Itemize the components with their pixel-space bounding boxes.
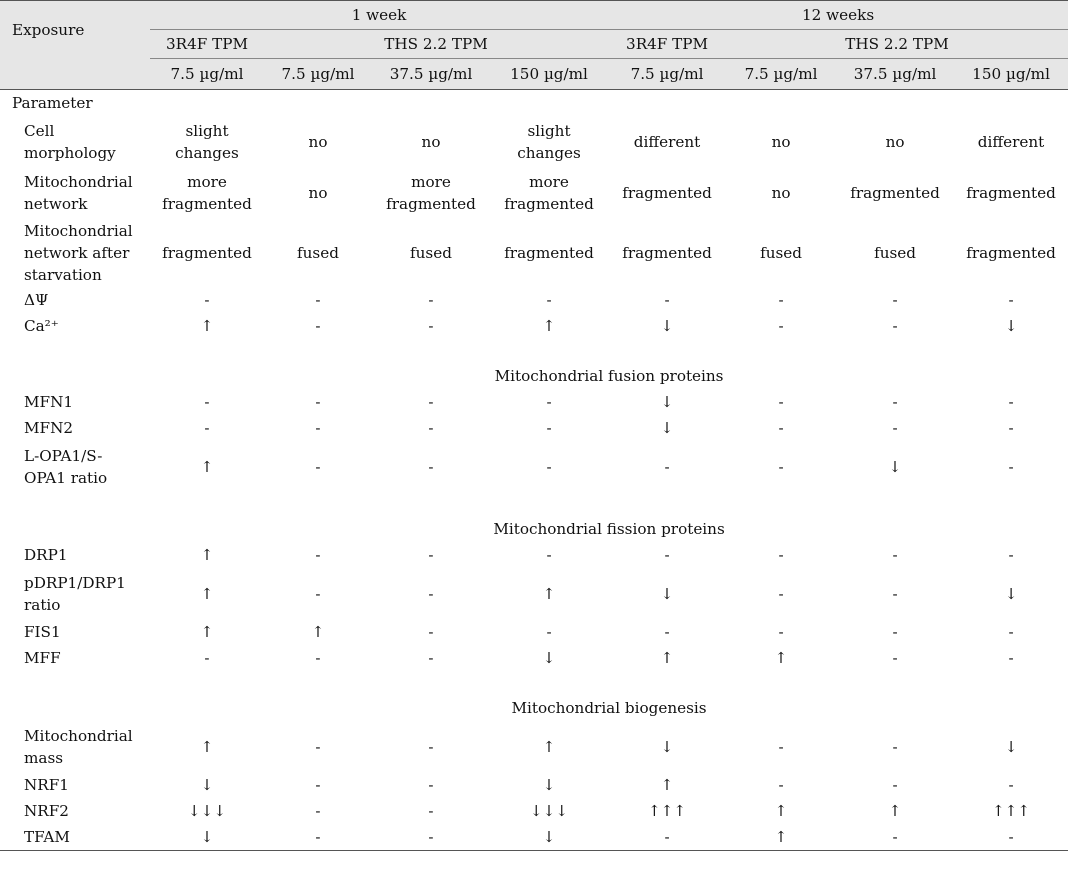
table-cell: - bbox=[778, 623, 784, 641]
table-cell: - bbox=[778, 393, 784, 411]
table-row bbox=[0, 441, 1068, 492]
table-cell: - bbox=[315, 317, 321, 335]
table-cell: - bbox=[892, 649, 898, 667]
section-title: Mitochondrial fusion proteins bbox=[494, 367, 724, 385]
table-row bbox=[0, 645, 1068, 671]
table-cell: - bbox=[778, 291, 784, 309]
table-cell: ↑ bbox=[726, 824, 836, 851]
table-header bbox=[0, 1, 1068, 90]
table-cell: - bbox=[315, 419, 321, 437]
table-cell: ↓ bbox=[150, 824, 264, 851]
table-cell: ↑ bbox=[200, 546, 214, 564]
table-cell: ↑ bbox=[311, 623, 325, 641]
table-cell: ↑ bbox=[542, 737, 556, 756]
table-cell: ↓ bbox=[490, 824, 608, 851]
table-cell: - bbox=[778, 546, 784, 564]
table-cell: fragmented bbox=[622, 243, 712, 262]
table-cell: - bbox=[664, 457, 670, 476]
table-cell: ↑ bbox=[200, 623, 214, 641]
table-cell: no bbox=[885, 132, 905, 151]
table-cell: - bbox=[315, 776, 321, 794]
concentration-header: 7.5 µg/ml bbox=[264, 59, 372, 90]
table-cell: ↑ bbox=[542, 584, 556, 603]
table-cell: - bbox=[204, 291, 210, 309]
section-row bbox=[0, 492, 1068, 542]
table-cell: fragmented bbox=[966, 243, 1056, 262]
table-cell: - bbox=[1008, 623, 1014, 641]
header-row-time bbox=[0, 1, 1068, 30]
table-cell: fused bbox=[760, 243, 802, 262]
table-cell: - bbox=[778, 737, 784, 756]
table-cell: - bbox=[428, 393, 434, 411]
table-cell: - bbox=[428, 584, 434, 603]
table-body bbox=[0, 90, 1068, 851]
row-label: Mitochondrial mass bbox=[24, 726, 133, 767]
table-cell: ↓ bbox=[542, 776, 556, 794]
table-cell: ↑ bbox=[660, 649, 674, 667]
table-cell: - bbox=[1008, 393, 1014, 411]
table-cell: fragmented bbox=[504, 243, 594, 262]
table-cell: - bbox=[778, 776, 784, 794]
product-header: 3R4F TPM bbox=[150, 30, 264, 59]
table-row bbox=[0, 313, 1068, 339]
row-label: Ca²⁺ bbox=[24, 317, 59, 335]
concentration-header: 37.5 µg/ml bbox=[836, 59, 954, 90]
table-cell: - bbox=[778, 457, 784, 476]
row-label: ΔΨ bbox=[24, 291, 49, 309]
table-cell: - bbox=[428, 457, 434, 476]
table-cell: more fragmented bbox=[504, 172, 594, 213]
section-title: Mitochondrial fission proteins bbox=[493, 520, 725, 538]
table-cell: - bbox=[546, 393, 552, 411]
table-cell: - bbox=[428, 623, 434, 641]
table-cell: ↑ bbox=[200, 317, 214, 335]
table-cell: - bbox=[778, 317, 784, 335]
table-cell: - bbox=[608, 824, 726, 851]
row-label: FIS1 bbox=[24, 623, 61, 641]
table-cell: - bbox=[1008, 649, 1014, 667]
table-cell: - bbox=[315, 291, 321, 309]
table-cell: ↓ bbox=[660, 584, 674, 603]
table-cell: no bbox=[771, 132, 791, 151]
table-cell: fragmented bbox=[850, 183, 940, 202]
table-cell: ↓ bbox=[660, 317, 674, 335]
table-cell: - bbox=[546, 457, 552, 476]
table-row bbox=[0, 542, 1068, 568]
table-cell: ↑ bbox=[200, 737, 214, 756]
table-cell: - bbox=[546, 291, 552, 309]
table-cell: different bbox=[977, 132, 1045, 151]
table-cell: different bbox=[633, 132, 701, 151]
exposure-header: Exposure bbox=[0, 1, 150, 59]
table-cell: - bbox=[315, 649, 321, 667]
table-cell: - bbox=[546, 623, 552, 641]
table-cell: - bbox=[204, 419, 210, 437]
table-cell: - bbox=[892, 776, 898, 794]
header-blank-cell bbox=[0, 59, 150, 90]
concentration-header: 150 µg/ml bbox=[954, 59, 1068, 90]
table-row bbox=[0, 287, 1068, 313]
table-cell: fragmented bbox=[162, 243, 252, 262]
section-blank-cell bbox=[0, 492, 150, 542]
table-cell: ↑↑↑ bbox=[991, 802, 1031, 820]
table-cell: - bbox=[664, 623, 670, 641]
table-cell: no bbox=[308, 183, 328, 202]
table-cell: - bbox=[1008, 457, 1014, 476]
table-row bbox=[0, 116, 1068, 167]
product-header: THS 2.2 TPM bbox=[264, 30, 608, 59]
table-cell: ↑ bbox=[660, 776, 674, 794]
concentration-header: 150 µg/ml bbox=[490, 59, 608, 90]
parameter-label: Parameter bbox=[12, 94, 93, 112]
row-label: NRF2 bbox=[24, 802, 69, 820]
table-row bbox=[0, 218, 1068, 287]
table-cell: ↓ bbox=[1004, 737, 1018, 756]
table-cell: - bbox=[315, 802, 321, 820]
table-cell: - bbox=[892, 737, 898, 756]
table-row bbox=[0, 415, 1068, 441]
product-header: THS 2.2 TPM bbox=[726, 30, 1068, 59]
table-cell: - bbox=[264, 824, 372, 851]
table-cell: ↑ bbox=[200, 457, 214, 476]
header-row-product bbox=[0, 30, 1068, 59]
table-cell: - bbox=[892, 584, 898, 603]
row-label: TFAM bbox=[0, 824, 150, 851]
table-cell: slight changes bbox=[517, 121, 581, 162]
table-cell: - bbox=[892, 546, 898, 564]
table-cell: - bbox=[315, 393, 321, 411]
table-cell: - bbox=[892, 317, 898, 335]
table-cell: - bbox=[1008, 291, 1014, 309]
section-blank-cell bbox=[0, 339, 150, 389]
table-row bbox=[0, 167, 1068, 218]
concentration-header: 7.5 µg/ml bbox=[150, 59, 264, 90]
table-cell: - bbox=[954, 824, 1068, 851]
row-label: MFF bbox=[24, 649, 61, 667]
table-cell: ↓ bbox=[542, 649, 556, 667]
table-cell: ↓ bbox=[200, 776, 214, 794]
table-cell: ↓ bbox=[1004, 584, 1018, 603]
row-label: MFN1 bbox=[24, 393, 74, 411]
table-cell: ↓↓↓ bbox=[529, 802, 569, 820]
row-label: Mitochondrial network bbox=[24, 172, 133, 213]
table-cell: - bbox=[315, 737, 321, 756]
table-cell: - bbox=[372, 824, 490, 851]
table-cell: - bbox=[315, 584, 321, 603]
table-cell: more fragmented bbox=[386, 172, 476, 213]
row-label: NRF1 bbox=[24, 776, 69, 794]
table-cell: more fragmented bbox=[162, 172, 252, 213]
table-cell: fused bbox=[410, 243, 452, 262]
table-cell: ↓ bbox=[660, 419, 674, 437]
table-cell: - bbox=[664, 546, 670, 564]
table-cell: - bbox=[428, 317, 434, 335]
table-cell: - bbox=[428, 291, 434, 309]
table-row bbox=[0, 389, 1068, 415]
section-title: Mitochondrial biogenesis bbox=[511, 699, 707, 717]
table-cell: - bbox=[428, 546, 434, 564]
row-label: L-OPA1/S- OPA1 ratio bbox=[24, 446, 108, 487]
table-cell: - bbox=[204, 393, 210, 411]
table-cell: no bbox=[771, 183, 791, 202]
table-cell: - bbox=[1008, 419, 1014, 437]
table-cell: ↓ bbox=[1004, 317, 1018, 335]
table-cell: - bbox=[1008, 776, 1014, 794]
concentration-header: 7.5 µg/ml bbox=[608, 59, 726, 90]
table-row bbox=[0, 568, 1068, 619]
table-cell: - bbox=[546, 546, 552, 564]
table-cell: - bbox=[428, 776, 434, 794]
table-cell: - bbox=[778, 419, 784, 437]
group-12-weeks-header: 12 weeks bbox=[608, 1, 1068, 30]
table-cell: - bbox=[892, 393, 898, 411]
product-header: 3R4F TPM bbox=[608, 30, 726, 59]
table-cell: ↓ bbox=[660, 737, 674, 756]
table-cell: - bbox=[892, 623, 898, 641]
table-cell: - bbox=[428, 802, 434, 820]
table-cell: ↓ bbox=[660, 393, 674, 411]
parameter-row bbox=[0, 90, 1068, 117]
table-cell: ↑ bbox=[774, 649, 788, 667]
row-label: DRP1 bbox=[24, 546, 68, 564]
table-cell: ↑ bbox=[200, 584, 214, 603]
section-row bbox=[0, 339, 1068, 389]
table-cell: - bbox=[428, 737, 434, 756]
section-blank-cell bbox=[0, 671, 150, 721]
row-label: pDRP1/DRP1 ratio bbox=[24, 573, 126, 614]
table-cell: fused bbox=[874, 243, 916, 262]
table-cell: - bbox=[315, 457, 321, 476]
group-1-week-header: 1 week bbox=[150, 1, 608, 30]
table-cell: ↑ bbox=[542, 317, 556, 335]
table-cell: - bbox=[892, 291, 898, 309]
row-label: MFN2 bbox=[24, 419, 74, 437]
table-cell: - bbox=[546, 419, 552, 437]
table-cell: - bbox=[892, 419, 898, 437]
table-cell: - bbox=[204, 649, 210, 667]
row-label: Cell morphology bbox=[24, 121, 116, 162]
table-cell: - bbox=[315, 546, 321, 564]
table-cell: fragmented bbox=[622, 183, 712, 202]
table-cell: - bbox=[836, 824, 954, 851]
table-cell: - bbox=[428, 419, 434, 437]
table-cell: ↑ bbox=[888, 802, 902, 820]
table-cell: ↑ bbox=[774, 802, 788, 820]
table-cell: no bbox=[308, 132, 328, 151]
table-cell: ↓ bbox=[888, 457, 902, 476]
table-cell: - bbox=[778, 584, 784, 603]
table-cell: ↑↑↑ bbox=[647, 802, 687, 820]
row-label: Mitochondrial network after starvation bbox=[24, 221, 133, 284]
table-row bbox=[0, 619, 1068, 645]
header-row-concentration bbox=[0, 59, 1068, 90]
table-cell: slight changes bbox=[175, 121, 239, 162]
table-cell: ↓↓↓ bbox=[187, 802, 227, 820]
table-cell: fused bbox=[297, 243, 339, 262]
table-row bbox=[0, 824, 1068, 851]
table-row bbox=[0, 772, 1068, 798]
table-row bbox=[0, 721, 1068, 772]
table-cell: - bbox=[1008, 546, 1014, 564]
table-cell: no bbox=[421, 132, 441, 151]
section-row bbox=[0, 671, 1068, 721]
table-row bbox=[0, 798, 1068, 824]
concentration-header: 7.5 µg/ml bbox=[726, 59, 836, 90]
table-cell: fragmented bbox=[966, 183, 1056, 202]
concentration-header: 37.5 µg/ml bbox=[372, 59, 490, 90]
table-cell: - bbox=[664, 291, 670, 309]
table-cell: - bbox=[428, 649, 434, 667]
